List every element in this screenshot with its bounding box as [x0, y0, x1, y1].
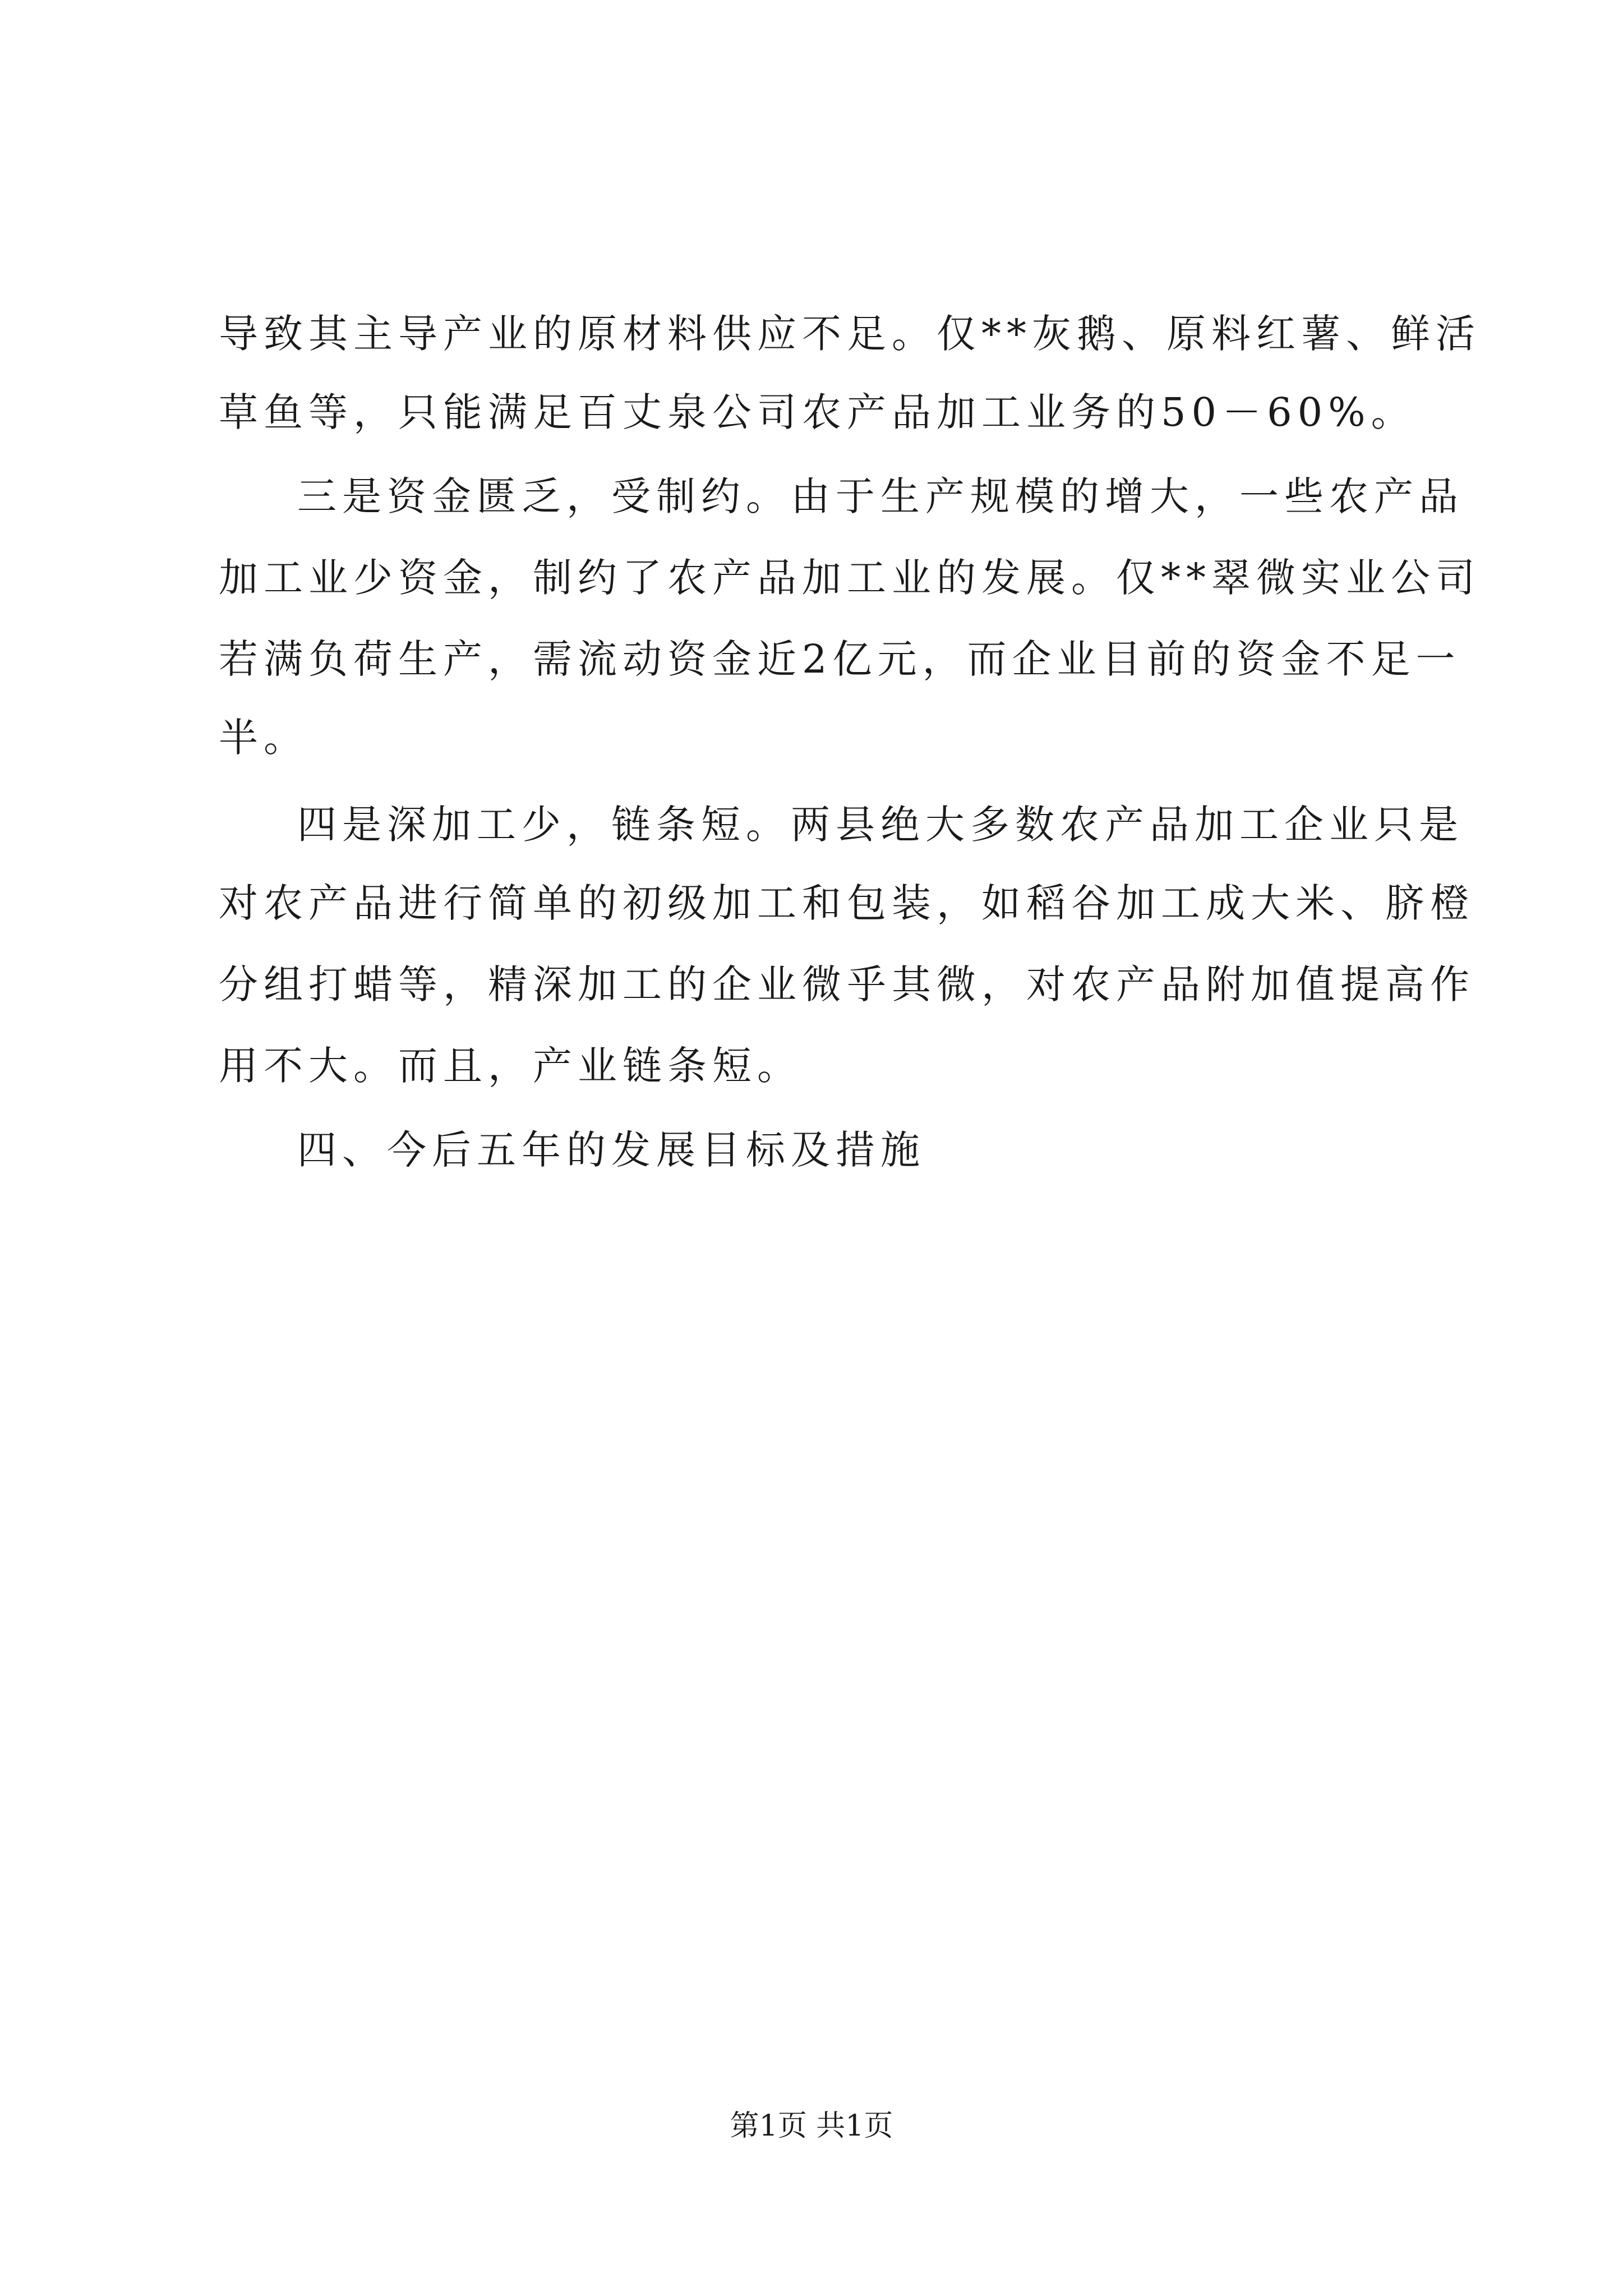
paragraph-line: 若满负荷生产，需流动资金近2亿元，而企业目前的资金不足一 — [219, 636, 1461, 682]
paragraph-line: 导致其主导产业的原材料供应不足。仅**灰鹅、原料红薯、鲜活 — [219, 311, 1481, 357]
paragraph-line: 半。 — [219, 715, 308, 761]
paragraph-line: 草鱼等，只能满足百丈泉公司农产品加工业务的50－60%。 — [219, 389, 1416, 435]
paragraph-line: 分组打蜡等，精深加工的企业微乎其微，对农产品附加值提高作 — [219, 961, 1475, 1007]
paragraph-line: 对农产品进行简单的初级加工和包装，如稻谷加工成大米、脐橙 — [219, 880, 1475, 926]
paragraph-line: 四是深加工少，链条短。两县绝大多数农产品加工企业只是 — [297, 802, 1464, 848]
section-heading: 四、今后五年的发展目标及措施 — [297, 1127, 925, 1173]
paragraph-line: 用不大。而且，产业链条短。 — [219, 1043, 802, 1089]
page-footer: 第1页 共1页 — [730, 2109, 893, 2143]
paragraph-line: 加工业少资金，制约了农产品加工业的发展。仅**翠微实业公司 — [219, 555, 1481, 601]
paragraph-line: 三是资金匮乏，受制约。由于生产规模的增大，一些农产品 — [297, 473, 1464, 519]
